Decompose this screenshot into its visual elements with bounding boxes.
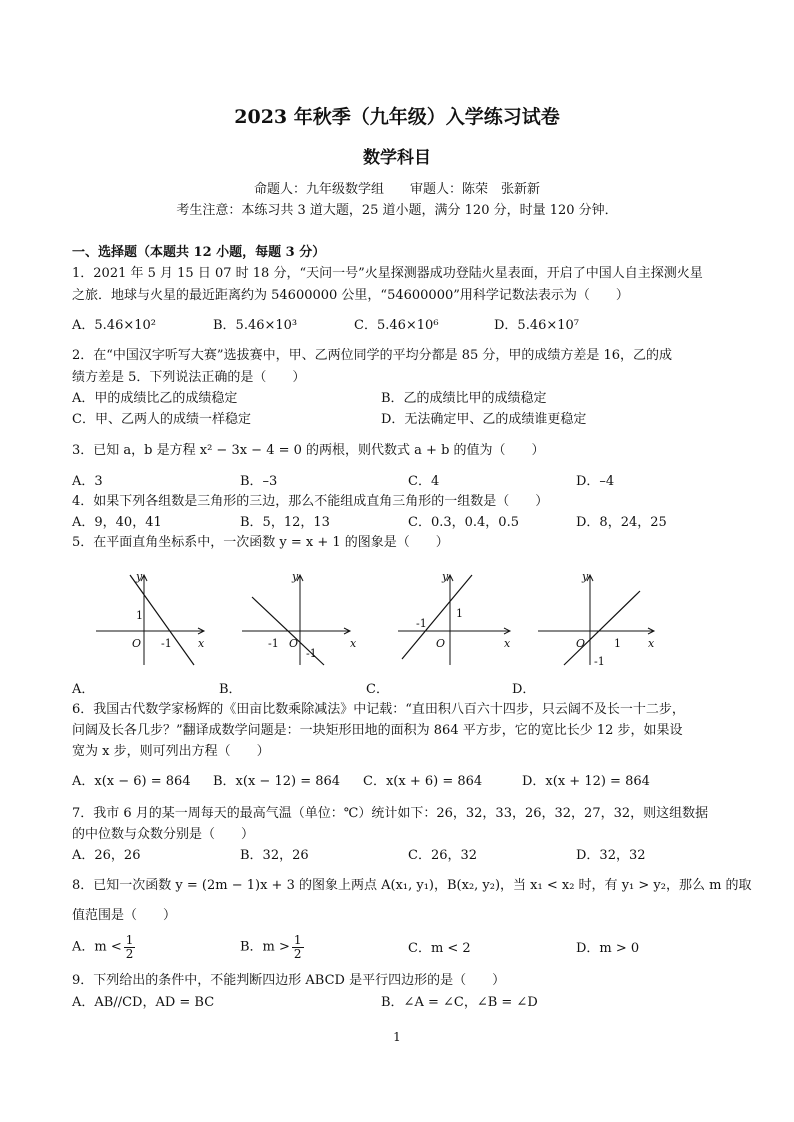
q1-option-a: A．5.46×10² [72,318,156,333]
q5-option-a: A． [72,682,95,697]
q8-stem-line2: 值范围是（ ） [72,908,177,923]
graph-d-origin: O [576,637,586,650]
q7-stem-line2: 的中位数与众数分别是（ ） [72,827,255,842]
page-number: 1 [393,1030,401,1044]
q8-option-b-fraction [292,934,304,960]
q3-option-d: D．–4 [576,474,615,489]
q7-option-c: C．26，32 [408,848,478,863]
q5-graph-d [534,567,660,667]
graph-a-y-label: y [136,570,143,583]
q3-option-c: C．4 [408,474,440,489]
graph-c-x-label: x [504,637,511,650]
exam-notice: 考生注意：本练习共 3 道大题，25 道小题，满分 120 分，时量 120 分钟． [176,203,618,218]
q1-option-b: B．5.46×10³ [213,318,298,333]
q2-option-c: C．甲、乙两人的成绩一样稳定 [72,412,251,427]
graph-b-y-label: y [292,570,299,583]
fraction-numerator: 1 [293,933,302,947]
q7-option-b: B．32，26 [240,848,309,863]
graph-a-x-label: x [198,637,205,650]
q5-graph-a [92,567,212,667]
graph-a-y-intercept: 1 [136,609,143,622]
q6-stem-line1: 6．我国古代数学家杨辉的《田亩比数乘除减法》中记载：“直田积八百六十四步，只云阔不及长一十二步， [72,702,685,717]
q8-stem-line1: 8．已知一次函数 y = (2m − 1)x + 3 的图象上两点 A(x₁, y₁)，B(x₂, y₂)，当 x₁ < x₂ 时，有 y₁ > y₂，那么 m 的取 [72,878,752,893]
graph-c-origin: O [436,637,446,650]
q4-option-a: A．9，40，41 [72,515,162,530]
graph-c-x-intercept: -1 [416,617,427,630]
q6-option-c: C．x(x + 6) = 864 [363,774,483,789]
graph-d-y-label: y [582,570,589,583]
exam-title: 2023 年秋季（九年级）入学练习试卷 [234,106,560,128]
fraction-denominator: 2 [293,946,302,961]
q4-stem: 4．如果下列各组数是三角形的三边，那么不能组成直角三角形的一组数是（ ） [72,494,549,509]
q8-option-a-prefix: A．m < [72,939,122,955]
q8-option-b-prefix: B．m > [240,939,290,955]
authors-line: 命题人：九年级数学组 审题人：陈荣 张新新 [253,182,540,197]
graph-d-x-label: x [648,637,655,650]
q3-option-b: B．–3 [240,474,278,489]
q7-stem-line1: 7．我市 6 月的某一周每天的最高气温（单位：℃）统计如下：26，32，33，26，32，27，32，则这组数据 [72,806,709,821]
q8-option-d: D．m > 0 [576,941,640,956]
q5-graph-b [238,567,358,667]
q4-option-b: B．5，12，13 [240,515,330,530]
q3-stem: 3．已知 a，b 是方程 x² − 3x − 4 = 0 的两根，则代数式 a + b 的值为（ ） [72,443,545,458]
q8-option-a [72,934,137,960]
graph-b-x-label: x [350,637,357,650]
q5-stem: 5．在平面直角坐标系中，一次函数 y = x + 1 的图象是（ ） [72,535,449,550]
section-heading: 一、选择题（本题共 12 小题，每题 3 分） [72,245,326,260]
subject-title: 数学科目 [363,148,431,168]
q5-option-c: C． [366,682,389,697]
q2-option-a: A．甲的成绩比乙的成绩稳定 [72,391,238,406]
q2-option-d: D．无法确定甲、乙的成绩谁更稳定 [381,412,587,427]
q7-option-a: A．26，26 [72,848,141,863]
fraction-numerator: 1 [125,933,134,947]
graph-a-x-intercept: -1 [161,637,172,650]
q9-option-b: B．∠A = ∠C，∠B = ∠D [381,995,538,1010]
graph-b-y-intercept: -1 [306,647,317,660]
q6-stem-line3: 宽为 x 步，则可列出方程（ ） [72,744,270,759]
graph-c-y-label: y [442,570,449,583]
graph-d-y-intercept: -1 [594,655,605,667]
q5-option-d: D． [512,682,536,697]
q3-option-a: A．3 [72,474,103,489]
q8-option-a-fraction [124,934,136,960]
q1-option-c: C．5.46×10⁶ [354,318,439,333]
q1-stem-line1: 1．2021 年 5 月 15 日 07 时 18 分，“天问一号”火星探测器成功登陆火星表面，开启了中国人自主探测火星 [72,266,703,281]
q4-option-c: C．0.3，0.4，0.5 [408,515,519,530]
q6-option-b: B．x(x − 12) = 864 [213,774,341,789]
q2-option-b: B．乙的成绩比甲的成绩稳定 [381,391,547,406]
q2-stem-line2: 绩方差是 5．下列说法正确的是（ ） [72,370,306,385]
graph-b-origin: O [289,637,299,650]
q8-option-b [240,934,306,960]
graph-a-origin: O [132,637,142,650]
q6-stem-line2: 问阔及长各几步？”翻译成数学问题是：一块矩形田地的面积为 864 平方步，它的宽比长少 12 步，如果设 [72,723,683,738]
q9-stem: 9．下列给出的条件中，不能判断四边形 ABCD 是平行四边形的是（ ） [72,973,506,988]
q5-option-b: B． [219,682,242,697]
q8-option-c: C．m < 2 [408,941,471,956]
fraction-denominator: 2 [125,946,134,961]
q2-stem-line1: 2．在“中国汉字听写大赛”选拔赛中，甲、乙两位同学的平均分都是 85 分，甲的成绩方差是 16，乙的成 [72,348,673,363]
q4-option-d: D．8，24，25 [576,515,667,530]
q6-option-d: D．x(x + 12) = 864 [522,774,650,789]
q5-graph-c [394,567,514,667]
q1-option-d: D．5.46×10⁷ [494,318,580,333]
graph-b-x-intercept: -1 [268,637,279,650]
q7-option-d: D．32，32 [576,848,646,863]
graph-c-y-intercept: 1 [456,607,463,620]
q9-option-a: A．AB//CD，AD = BC [72,995,215,1010]
q1-stem-line2: 之旅．地球与火星的最近距离约为 54600000 公里，“54600000”用科学记数法表示为（ ） [72,288,629,303]
q6-option-a: A．x(x − 6) = 864 [72,774,191,789]
graph-d-x-intercept: 1 [614,637,621,650]
